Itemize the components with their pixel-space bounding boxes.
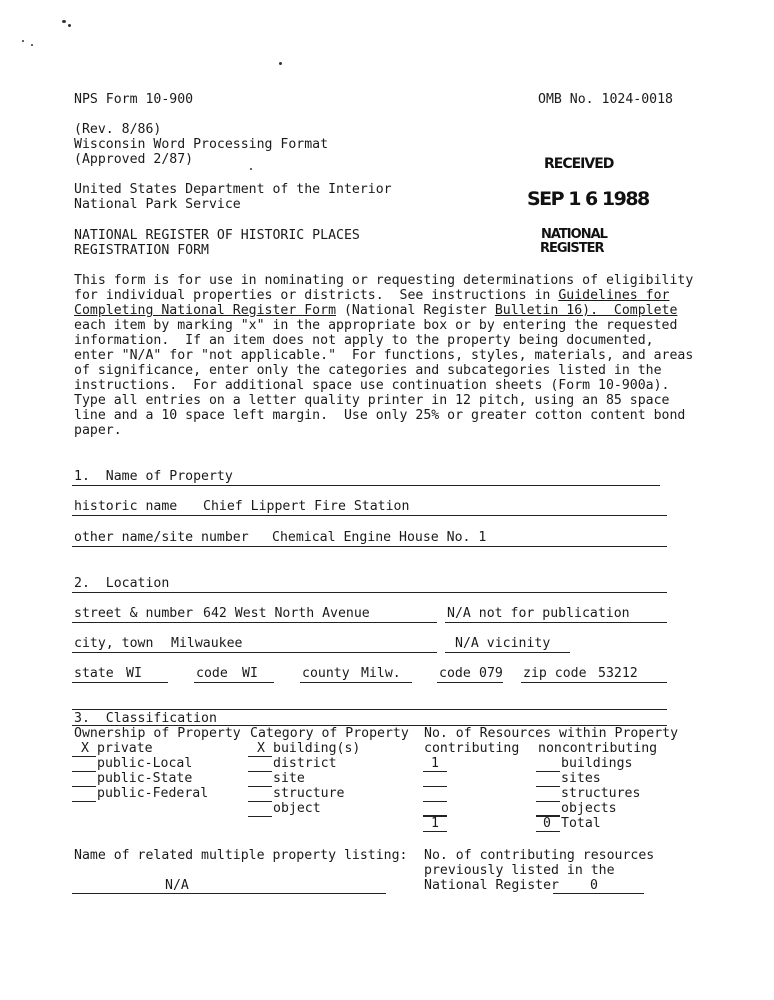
historic-name-label: historic name — [74, 499, 178, 514]
resource-label-total: Total — [561, 816, 601, 831]
ownership-option-public-local: public-Local — [97, 756, 193, 771]
instructions-line: information. If an item does not apply to the property being documented, — [74, 333, 654, 348]
county-label: county — [302, 666, 350, 681]
section2-rule — [72, 592, 667, 593]
category-blank — [248, 771, 272, 772]
noncontributing-blank — [536, 801, 560, 802]
category-option-site: site — [273, 771, 305, 786]
ownership-mark-private[interactable]: X — [81, 741, 89, 756]
instructions-text: for individual properties or districts. See instructions in — [74, 288, 559, 303]
state-label: state — [74, 666, 114, 681]
form-title: REGISTRATION FORM — [74, 243, 209, 258]
category-option-buildings: building(s) — [273, 741, 361, 756]
vicinity[interactable]: N/A vicinity — [455, 636, 551, 651]
category-blank — [248, 756, 272, 757]
prev-listed-value[interactable]: 0 — [590, 878, 598, 893]
category-blank — [248, 786, 272, 787]
category-heading: Category of Property — [250, 726, 409, 741]
instructions-line: line and a 10 space left margin. Use only 25% or greater cotton content bond — [74, 408, 686, 423]
ownership-heading: Ownership of Property — [74, 726, 241, 741]
resource-label-buildings: buildings — [561, 756, 633, 771]
instructions-line — [74, 303, 677, 318]
county-code-rule — [437, 682, 503, 683]
instructions-line: instructions. For additional space use continuation sheets (Form 10-900a). — [74, 378, 670, 393]
noncontributing-blank — [536, 831, 560, 832]
not-for-publication-rule — [445, 622, 667, 623]
zip-rule — [521, 682, 667, 683]
multiple-listing-rule — [72, 893, 386, 894]
multiple-listing-value[interactable]: N/A — [165, 878, 189, 893]
section1-rule — [72, 485, 660, 486]
contributing-buildings[interactable]: 1 — [431, 756, 439, 771]
category-blank — [248, 801, 272, 802]
instructions-line: of significance, enter only the categories and subcategories listed in the — [74, 363, 662, 378]
resource-label-structures: structures — [561, 786, 641, 801]
guidelines-link-part1: Guidelines for — [558, 288, 670, 303]
county-rule — [300, 682, 412, 683]
guidelines-link-part2: Completing National Register Form — [74, 303, 337, 318]
scan-speck — [62, 20, 66, 23]
state-rule — [72, 682, 168, 683]
resource-label-objects: objects — [561, 801, 617, 816]
city-value[interactable]: Milwaukee — [171, 636, 243, 651]
scan-speck — [31, 44, 33, 46]
ownership-blank — [72, 756, 96, 757]
scan-speck — [22, 40, 24, 42]
vicinity-rule — [445, 652, 570, 653]
noncontributing-total[interactable]: 0 — [543, 816, 551, 831]
instructions-line: each item by marking "x" in the appropriate box or by entering the requested — [74, 318, 678, 333]
state-code-label: code — [196, 666, 228, 681]
noncontributing-blank — [536, 786, 560, 787]
format: Wisconsin Word Processing Format — [74, 137, 329, 152]
zip-value[interactable]: 53212 — [598, 666, 638, 681]
instructions-line: enter "N/A" for "not applicable." For functions, styles, materials, and areas — [74, 348, 694, 363]
instructions-line: This form is for use in nominating or requesting determinations of eligibility — [74, 273, 694, 288]
total-overline — [423, 815, 447, 816]
street-rule — [72, 622, 437, 623]
service: National Park Service — [74, 197, 241, 212]
state-code-rule — [194, 682, 274, 683]
resource-label-sites: sites — [561, 771, 601, 786]
total-overline — [536, 815, 560, 816]
county-code-value[interactable]: 079 — [479, 666, 503, 681]
department: United States Department of the Interior — [74, 182, 392, 197]
category-option-structure: structure — [273, 786, 345, 801]
county-value[interactable]: Milw. — [361, 666, 401, 681]
instructions-text: (National Register — [336, 303, 495, 318]
section3-heading: 3. Classification — [74, 711, 217, 726]
category-option-district: district — [273, 756, 337, 771]
other-name-value[interactable]: Chemical Engine House No. 1 — [272, 530, 487, 545]
multiple-listing-label: Name of related multiple property listing: — [74, 848, 408, 863]
scan-speck — [279, 62, 282, 65]
ownership-blank — [72, 786, 96, 787]
zip-label: zip code — [523, 666, 587, 681]
city-label: city, town — [74, 636, 154, 651]
ownership-option-private: private — [97, 741, 153, 756]
omb-number: OMB No. 1024-0018 — [538, 92, 673, 107]
section2-heading: 2. Location — [74, 576, 170, 591]
other-name-label: other name/site number — [74, 530, 249, 545]
ownership-option-public-state: public-State — [97, 771, 193, 786]
category-blank — [248, 816, 272, 817]
historic-name-value[interactable]: Chief Lippert Fire Station — [203, 499, 410, 514]
instructions-line: paper. — [74, 423, 122, 438]
received-date-stamp: SEP 1 6 1988 — [527, 188, 649, 210]
street-value[interactable]: 642 West North Avenue — [203, 606, 370, 621]
prev-listed-line3: National Register — [424, 878, 559, 893]
ownership-blank — [72, 801, 96, 802]
street-label: street & number — [74, 606, 194, 621]
section3-rule-top — [72, 709, 667, 710]
contributing-label: contributing — [424, 741, 520, 756]
approved: (Approved 2/87) — [74, 152, 194, 167]
contributing-blank — [423, 771, 447, 772]
contributing-blank — [423, 801, 447, 802]
contributing-total[interactable]: 1 — [431, 816, 439, 831]
other-name-rule — [72, 546, 667, 547]
bulletin-reference: Bulletin 16). Complete — [494, 303, 678, 318]
county-code-label: code — [439, 666, 471, 681]
ownership-option-public-federal: public-Federal — [97, 786, 209, 801]
state-value[interactable]: WI — [126, 666, 142, 681]
prev-listed-rule — [553, 893, 644, 894]
city-rule — [72, 652, 437, 653]
resources-heading: No. of Resources within Property — [424, 726, 679, 741]
contributing-blank — [423, 786, 447, 787]
prev-listed-line2: previously listed in the — [424, 863, 615, 878]
prev-listed-line1: No. of contributing resources — [424, 848, 655, 863]
contributing-blank — [423, 831, 447, 832]
national-stamp: NATIONAL — [541, 227, 607, 242]
noncontributing-label: noncontributing — [538, 741, 658, 756]
category-option-object: object — [273, 801, 321, 816]
revision: (Rev. 8/86) — [74, 122, 162, 137]
instructions-line — [74, 288, 669, 303]
scan-speck — [250, 168, 252, 170]
section1-heading: 1. Name of Property — [74, 469, 233, 484]
form-number: NPS Form 10-900 — [74, 92, 194, 107]
scan-speck — [68, 24, 71, 27]
not-for-publication[interactable]: N/A not for publication — [447, 606, 630, 621]
state-code-value[interactable]: WI — [242, 666, 258, 681]
noncontributing-blank — [536, 771, 560, 772]
ownership-blank — [72, 771, 96, 772]
instructions-line: Type all entries on a letter quality printer in 12 pitch, using an 85 space — [74, 393, 670, 408]
historic-name-rule — [72, 515, 667, 516]
received-stamp: RECEIVED — [544, 156, 614, 172]
category-mark-buildings[interactable]: X — [257, 741, 265, 756]
register-stamp: REGISTER — [540, 241, 604, 256]
register-title: NATIONAL REGISTER OF HISTORIC PLACES — [74, 228, 360, 243]
